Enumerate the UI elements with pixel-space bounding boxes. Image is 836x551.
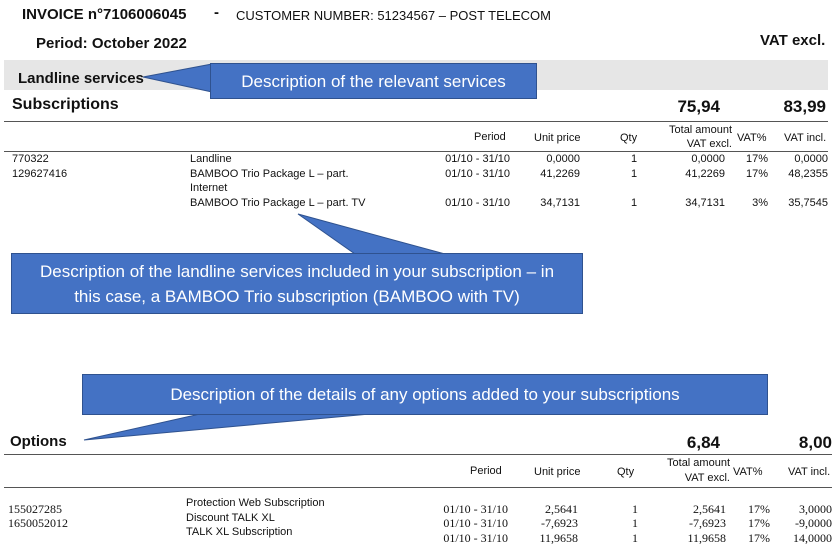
- option-qty: 1: [632, 516, 638, 530]
- row-unit: 0,0000: [546, 153, 580, 165]
- option-incl: -9,0000: [795, 516, 832, 530]
- opt-col-unit-price: Unit price: [534, 466, 581, 478]
- option-unit: 2,5641: [545, 502, 578, 516]
- callout-services: Description of the relevant services: [210, 63, 537, 99]
- option-unit: 11,9658: [539, 531, 578, 545]
- option-id: 1650052012: [8, 516, 68, 530]
- col-vat-incl: VAT incl.: [784, 132, 827, 144]
- subscriptions-total-excl: 75,94: [677, 97, 720, 116]
- options-total-incl: 8,00: [798, 433, 832, 452]
- option-qty: 1: [632, 502, 638, 516]
- options-title: Options: [10, 433, 67, 450]
- options-divider-top: [4, 454, 832, 455]
- row-vat: 17%: [745, 168, 768, 180]
- callout-options: Description of the details of any options added to your subscriptions: [82, 374, 768, 415]
- option-incl: 3,0000: [799, 502, 832, 516]
- option-period: 01/10 - 31/10: [443, 516, 508, 530]
- subscriptions-total-incl: 83,99: [783, 97, 826, 116]
- row-period: 01/10 - 31/10: [445, 153, 510, 165]
- row-period: 01/10 - 31/10: [445, 197, 510, 209]
- option-total: 11,9658: [687, 531, 726, 545]
- row-incl: 48,2355: [788, 168, 828, 180]
- option-total: -7,6923: [689, 516, 726, 530]
- invoice-period: Period: October 2022: [36, 35, 187, 52]
- option-desc: Discount TALK XL: [186, 512, 275, 524]
- row-desc: BAMBOO Trio Package L – part. TV: [190, 197, 366, 209]
- row-id: 129627416: [12, 168, 68, 180]
- callout-pointer-landline: [298, 214, 445, 254]
- row-incl: 0,0000: [794, 153, 828, 165]
- option-vat: 17%: [748, 516, 770, 530]
- col-vat-pct: VAT%: [737, 132, 767, 144]
- row-unit: 41,2269: [540, 168, 580, 180]
- option-vat: 17%: [748, 531, 770, 545]
- option-desc: Protection Web Subscription: [186, 497, 325, 509]
- opt-col-vat-incl: VAT incl.: [788, 466, 831, 478]
- options-header-divider: [4, 487, 832, 488]
- invoice-title: INVOICE n°7106006045: [22, 6, 187, 23]
- row-vat: 17%: [745, 153, 768, 165]
- col-total-line1: Total amount: [669, 124, 732, 136]
- row-id: 770322: [12, 153, 49, 165]
- option-unit: -7,6923: [541, 516, 578, 530]
- row-qty: 1: [630, 168, 638, 180]
- opt-col-vat-pct: VAT%: [733, 466, 763, 478]
- subscriptions-title: Subscriptions: [12, 96, 119, 113]
- row-qty: 1: [630, 197, 638, 209]
- option-id: 155027285: [8, 502, 62, 516]
- opt-col-total-line2: VAT excl.: [684, 472, 730, 484]
- col-period: Period: [474, 131, 506, 143]
- col-qty: Qty: [620, 132, 638, 144]
- col-unit-price: Unit price: [534, 132, 581, 144]
- row-total: 0,0000: [691, 153, 725, 165]
- row-period: 01/10 - 31/10: [445, 168, 510, 180]
- row-desc: Landline: [190, 153, 232, 165]
- callout-landline-services: [11, 253, 583, 314]
- customer-number: CUSTOMER NUMBER: 51234567 – POST TELECOM: [236, 8, 551, 23]
- callout-pointer-options: [84, 414, 370, 440]
- col-total-line2: VAT excl.: [686, 138, 732, 150]
- option-desc: TALK XL Subscription: [186, 526, 293, 538]
- option-vat: 17%: [748, 502, 770, 516]
- row-unit: 34,7131: [540, 197, 580, 209]
- option-period: 01/10 - 31/10: [443, 531, 508, 545]
- options-total-excl: 6,84: [686, 433, 720, 452]
- row-total: 41,2269: [685, 168, 725, 180]
- option-total: 2,5641: [693, 502, 726, 516]
- landline-section-title: Landline services: [18, 70, 144, 87]
- callout-pointer-services: [143, 64, 212, 92]
- option-period: 01/10 - 31/10: [443, 502, 508, 516]
- header-dash: -: [214, 4, 219, 21]
- callout-landline-text: Description of the landline services included in your subscription – in this case, a BAMBOO Trio subscription (BAMBOO with TV): [39, 261, 555, 306]
- row-qty: 1: [630, 153, 638, 165]
- vat-excl-label: VAT excl.: [760, 32, 826, 49]
- row-total: 34,7131: [685, 197, 725, 209]
- option-incl: 14,0000: [793, 531, 832, 545]
- row-desc-cont: Internet: [190, 182, 228, 194]
- row-desc: BAMBOO Trio Package L – part.: [190, 168, 349, 180]
- row-vat: 3%: [752, 197, 768, 209]
- opt-col-period: Period: [470, 465, 502, 477]
- option-qty: 1: [632, 531, 638, 545]
- row-incl: 35,7545: [788, 197, 828, 209]
- opt-col-total-line1: Total amount: [667, 457, 730, 469]
- opt-col-qty: Qty: [617, 466, 635, 478]
